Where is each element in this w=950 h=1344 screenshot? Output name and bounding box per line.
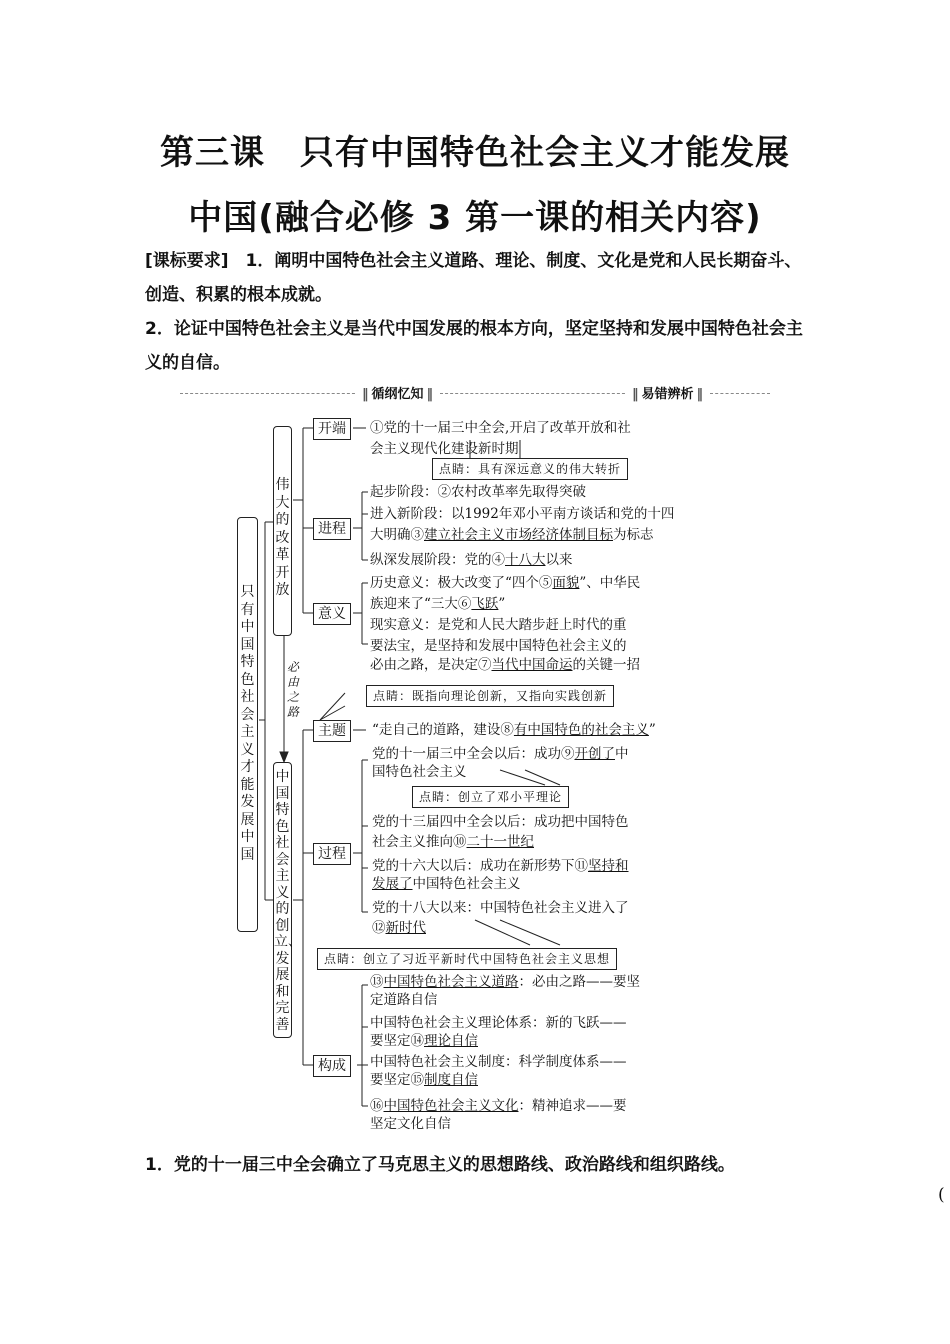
node-kaiduan: 开端 <box>313 418 351 440</box>
goucheng-d2: 坚定文化自信 <box>370 1116 451 1132</box>
tab-review: ‖ 循纲忆知 ‖ <box>355 383 440 402</box>
node-goucheng: 构成 <box>313 1055 351 1077</box>
kaiduan-line1: ①党的十一届三中全会,开启了改革开放和社 <box>370 420 631 436</box>
root-node: 只有中国特色社会主义才能发展中国 <box>237 517 258 932</box>
yiyi-reality-3: 必由之路，是决定⑦当代中国命运的关键一招 <box>370 657 640 673</box>
tip-great-turn: 点睛：具有深远意义的伟大转折 <box>432 458 628 480</box>
branch-socialism-development: 中国特色社会主义的创立、发展和完善 <box>273 762 292 1038</box>
question-1: 1．党的十一届三中全会确立了马克思主义的思想路线、政治路线和组织路线。 <box>145 1155 735 1175</box>
connector-label: 必由之路 <box>286 660 299 719</box>
yiyi-history-1: 历史意义：极大改变了“四个⑤面貌”、中华民 <box>370 575 641 591</box>
zhuti-text: “走自己的道路，建设⑧有中国特色的社会主义” <box>372 722 656 738</box>
requirements-item2: 2．论证中国特色社会主义是当代中国发展的根本方向，坚定坚持和发展中国特色社会主义的自信。 <box>145 319 803 373</box>
tab-errors: ‖ 易错辨析 ‖ <box>625 383 710 402</box>
guocheng-c2: 发展了中国特色社会主义 <box>372 876 521 892</box>
page-title-line1: 第三课 只有中国特色社会主义才能发展 <box>160 133 790 173</box>
guocheng-a2: 国特色社会主义 <box>372 764 467 780</box>
page-title-line2: 中国(融合必修 3 第一课的相关内容) <box>188 198 762 238</box>
guocheng-b1: 党的十三届四中全会以后：成功把中国特色 <box>372 814 629 830</box>
answer-paren: ( <box>938 1185 945 1205</box>
yiyi-history-2: 族迎来了“三大⑥飞跃” <box>370 596 506 612</box>
requirements-item1: [课标要求] 1．阐明中国特色社会主义道路、理论、制度、文化是党和人民长期奋斗、创造、积累的根本成就。 <box>145 251 802 305</box>
guocheng-b2: 社会主义推向⑩二十一世纪 <box>372 834 534 850</box>
guocheng-d1: 党的十八大以来：中国特色社会主义进入了 <box>372 900 629 916</box>
goucheng-c2: 要坚定⑮制度自信 <box>370 1072 478 1088</box>
tip-xi-thought: 点睛：创立了习近平新时代中国特色社会主义思想 <box>317 948 617 970</box>
jincheng-start: 起步阶段：②农村改革率先取得突破 <box>370 484 586 500</box>
yiyi-reality-2: 要法宝，是坚持和发展中国特色社会主义的 <box>370 638 627 654</box>
goucheng-c1: 中国特色社会主义制度：科学制度体系—— <box>370 1054 627 1070</box>
goucheng-b1: 中国特色社会主义理论体系：新的飞跃—— <box>370 1015 627 1031</box>
node-zhuti: 主题 <box>313 720 351 742</box>
goucheng-a2: 定道路自信 <box>370 992 438 1008</box>
goucheng-a1: ⑬中国特色社会主义道路：必由之路——要坚 <box>370 974 640 990</box>
node-jincheng: 进程 <box>313 518 351 540</box>
jincheng-deepening: 纵深发展阶段：党的④十八大以来 <box>370 552 573 568</box>
kaiduan-line2: 会主义现代化建设新时期 <box>370 441 519 457</box>
tip-deng-theory: 点睛：创立了邓小平理论 <box>412 786 569 808</box>
requirements-label: [课标要求] <box>145 251 229 271</box>
node-guocheng: 过程 <box>313 843 351 865</box>
goucheng-d1: ⑯中国特色社会主义文化：精神追求——要 <box>370 1098 627 1114</box>
guocheng-a1: 党的十一届三中全会以后：成功⑨开创了中 <box>372 746 629 762</box>
yiyi-reality-1: 现实意义：是党和人民大踏步赶上时代的重 <box>370 617 627 633</box>
node-yiyi: 意义 <box>313 603 351 625</box>
goucheng-b2: 要坚定⑭理论自信 <box>370 1033 478 1049</box>
tip-innovation: 点睛：既指向理论创新，又指向实践创新 <box>366 685 614 707</box>
branch-reform-opening: 伟大的改革开放 <box>273 426 292 636</box>
guocheng-d2: ⑫新时代 <box>372 920 426 936</box>
jincheng-new-stage-2: 大明确③建立社会主义市场经济体制目标为标志 <box>370 527 654 543</box>
jincheng-new-stage-1: 进入新阶段：以1992年邓小平南方谈话和党的十四 <box>370 506 675 522</box>
guocheng-c1: 党的十六大以后：成功在新形势下⑪坚持和 <box>372 858 629 874</box>
